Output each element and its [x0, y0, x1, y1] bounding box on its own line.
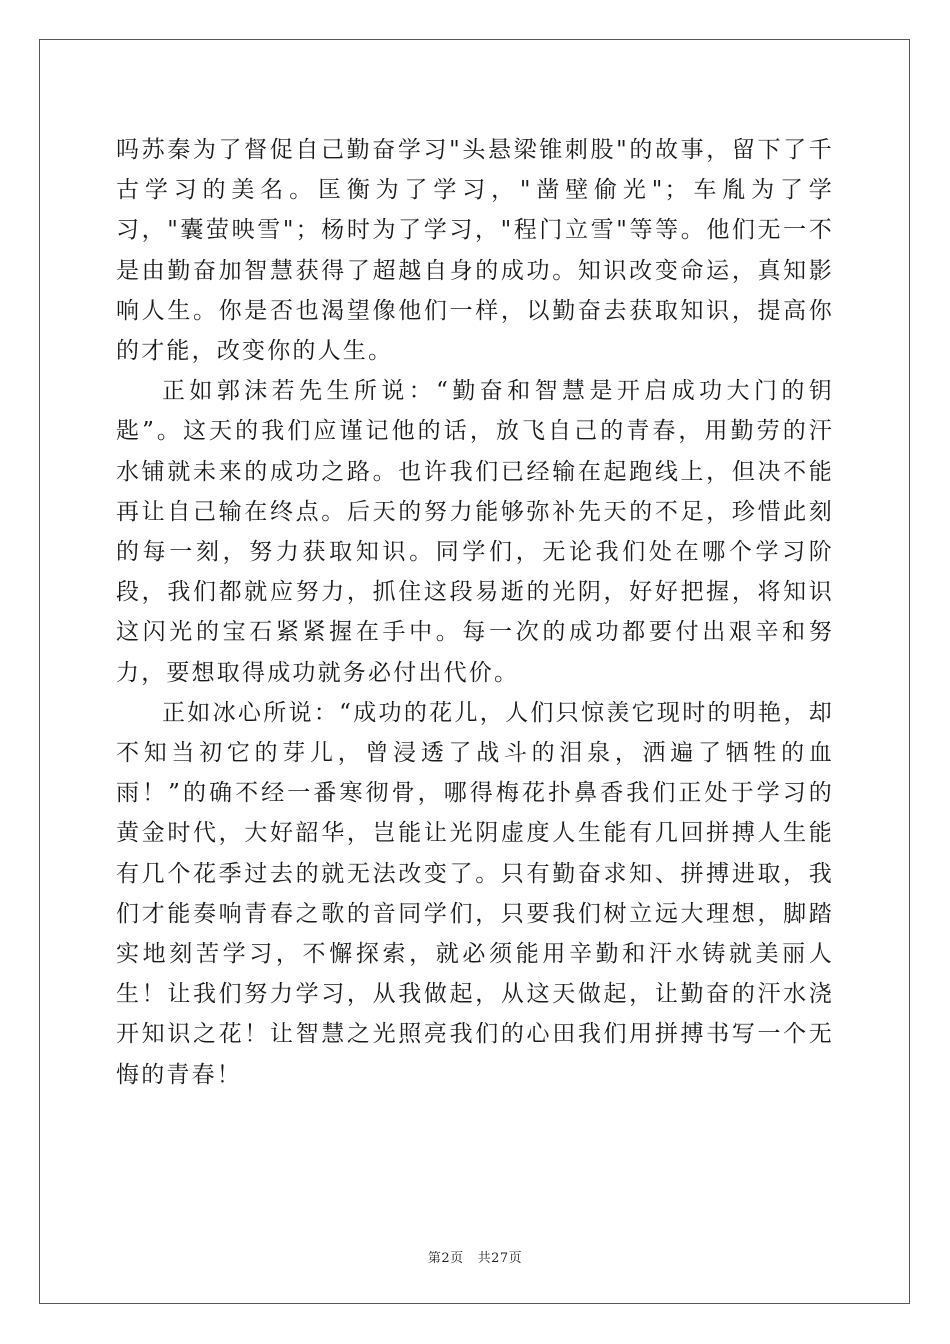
- paragraph-3: 正如冰心所说：“成功的花儿，人们只惊羡它现时的明艳，却不知当初它的芽儿，曾浸透了战斗的泪泉，洒遍了牺牲的血雨！”的确不经一番寒彻骨，哪得梅花扑鼻香我们正处于学习的黄金时代，大好韶华，岂能让光阴虚度人生能有几回拼搏人生能有几个花季过去的就无法改变了。只有勤奋求知、拼搏进取，我们才能奏响青春之歌的音同学们，只要我们树立远大理想，脚踏实地刻苦学习，不懈探索，就必须能用辛勤和汗水铸就美丽人生！让我们努力学习，从我做起，从这天做起，让勤奋的汗水浇开知识之花！让智慧之光照亮我们的心田我们用拼搏书写一个无悔的青春！: [116, 699, 834, 1088]
- paragraph-2: 正如郭沫若先生所说：“勤奋和智慧是开启成功大门的钥匙”。这天的我们应谨记他的话，放飞自己的青春，用勤劳的汗水铺就未来的成功之路。也许我们已经输在起跑线上，但决不能再让自己输在终点。后天的努力能够弥补先天的不足，珍惜此刻的每一刻，努力获取知识。同学们，无论我们处在哪个学习阶段，我们都就应努力，抓住这段易逝的光阴，好好把握，将知识这闪光的宝石紧紧握在手中。每一次的成功都要付出艰辛和努力，要想取得成功就务必付出代价。: [116, 378, 834, 686]
- page-total: 共27页: [477, 1251, 523, 1266]
- document-body: [116, 130, 834, 1095]
- page-footer: [0, 1247, 950, 1266]
- page-number: 第2页: [427, 1251, 464, 1266]
- paragraph-1: 吗苏秦为了督促自己勤奋学习"头悬梁锥刺股"的故事，留下了千古学习的美名。匡衡为了学习，"凿壁偷光"；车胤为了学习，"囊萤映雪"；杨时为了学习，"程门立雪"等等。他们无一不是由勤奋加智慧获得了超越自身的成功。知识改变命运，真知影响人生。你是否也渴望像他们一样，以勤奋去获取知识，提高你的才能，改变你的人生。: [116, 137, 834, 365]
